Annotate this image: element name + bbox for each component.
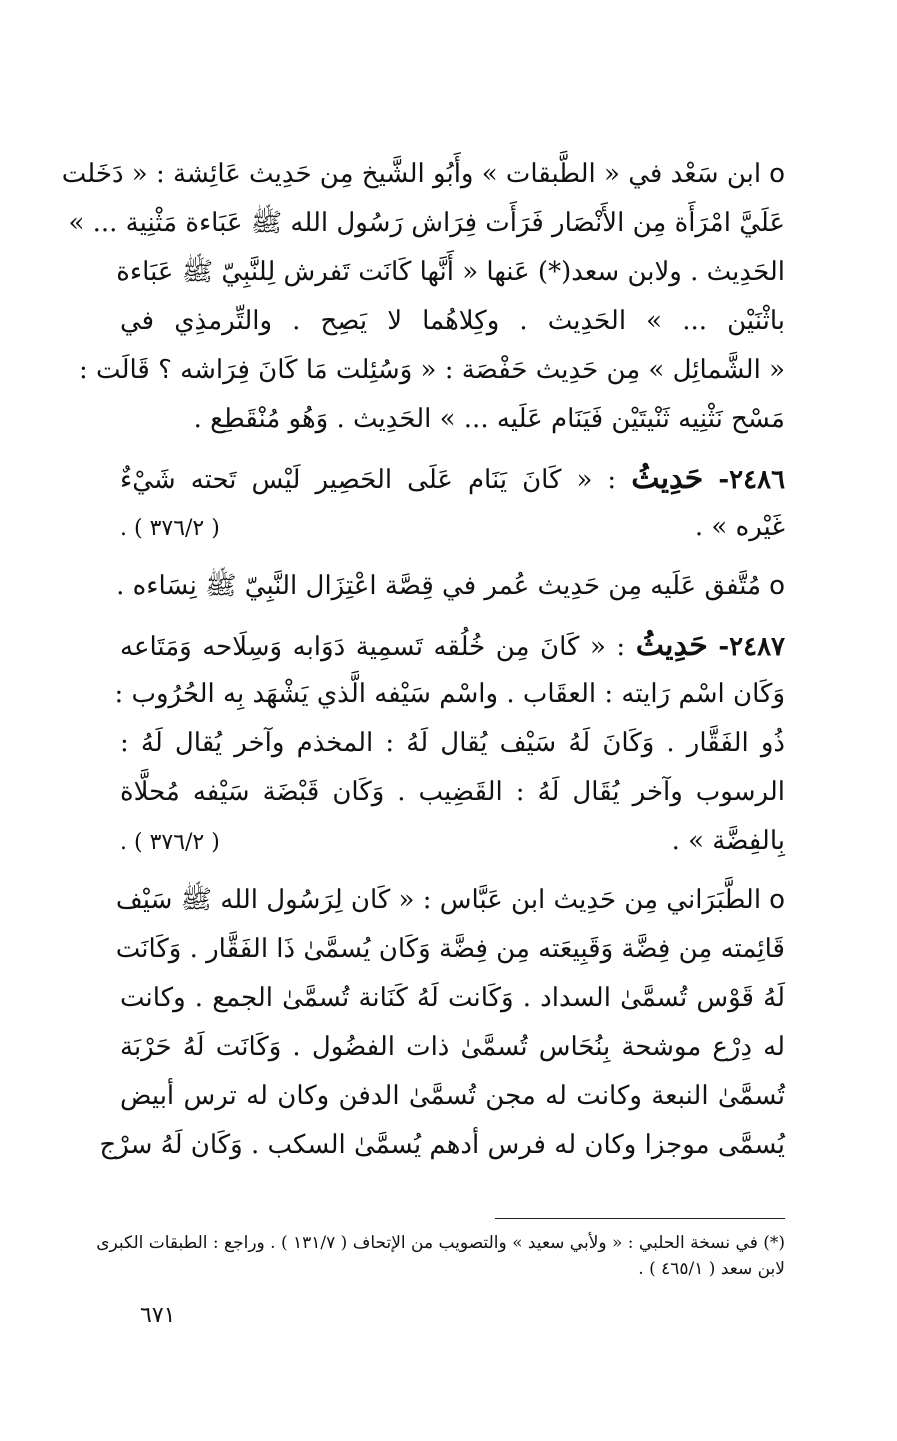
text-line	[116, 562, 785, 611]
hadith-2486	[120, 454, 785, 552]
hadith-word: حَدِيثُ	[631, 461, 704, 496]
hadith-text: : « كَانَ يَنَام عَلَى الحَصِير لَيْس تَحته شَيْءٌ	[120, 465, 617, 495]
hadith-number: ٢٤٨٧-	[718, 632, 786, 662]
bullet-icon: o	[769, 159, 785, 189]
text-line: عَلَيَّ امْرَأَة مِن الأَنْصَار فَرَأَت فِرَاش رَسُول الله ﷺ عَبَاءة مَثْنِية ... »	[68, 208, 785, 238]
text-line	[61, 150, 785, 199]
hadith-text: بِالفِضَّة » .	[671, 826, 785, 856]
bullet-icon: o	[769, 571, 785, 601]
hadith-word: حَدِيثُ	[635, 628, 708, 663]
text-line-content: الطَّبَرَاني مِن حَدِيث ابن عَبَّاس : « كَان لِرَسُول الله ﷺ سَيْف	[115, 885, 762, 915]
hadith-text: غَيْره » .	[694, 512, 785, 542]
bullet-icon: o	[769, 885, 785, 915]
text-line: لَهُ قَوْس تُسمَّىٰ السداد . وَكَانت لَهُ كَنَانة تُسمَّىٰ الجمع . وكانت	[120, 983, 785, 1013]
hadith-last-line	[120, 817, 785, 866]
text-line: الحَدِيث . ولابن سعد(*) عَنها « أَنَّها كَانَت تَفرش لِلنَّبِيّ ﷺ عَبَاءة	[116, 257, 785, 287]
footnote-line: (*) في نسخة الحلبي : « ولأبي سعيد » والتصويب من الإتحاف ( ١٣١/٧ ) . وراجع : الطبقات الكبرى	[96, 1233, 785, 1253]
commentary-block-1	[61, 150, 785, 444]
text-line: مَسْح نَثْنِيه ثَنْيتَيْن فَيَنَام عَلَيه ... » الحَدِيث . وَهُو مُنْقَطِع .	[193, 404, 785, 434]
hadith-reference: ( ٣٧٦/٢ ) .	[120, 516, 220, 541]
page-number: ٦٧١	[140, 1303, 176, 1328]
hadith-number: ٢٤٨٦-	[718, 465, 786, 495]
footnote-line: لابن سعد ( ٤٦٥/١ ) .	[638, 1259, 785, 1279]
hadith-last-line	[120, 503, 785, 552]
footnotes	[96, 1230, 785, 1282]
text-line: له دِرْع موشحة بِنُحَاس تُسمَّىٰ ذات الفضُول . وَكَانَت لَهُ حَرْبَة	[120, 1032, 785, 1062]
text-line: قَائِمته مِن فِضَّة وَقَبِيعَته مِن فِضَّة وَكَان يُسمَّىٰ ذَا الفَقَّار . وَكَانَت	[115, 934, 785, 964]
text-line	[115, 876, 785, 925]
hadith-2487	[114, 621, 786, 866]
text-line: باثْنَيْن ... » الحَدِيث . وكِلاهُما لا يَصِح . والتِّرمذِي في	[120, 306, 785, 336]
commentary-block-3	[99, 876, 785, 1170]
text-line: تُسمَّىٰ النبعة وكانت له مجن تُسمَّىٰ الدفن وكان له ترس أبيض	[120, 1081, 785, 1111]
footnote-divider	[495, 1218, 785, 1219]
text-line: يُسمَّى موجزا وكان له فرس أدهم يُسمَّىٰ السكب . وَكَان لَهُ سرْج	[99, 1130, 785, 1160]
hadith-reference: ( ٣٧٦/٢ ) .	[120, 830, 220, 855]
hadith-text: : « كَانَ مِن خُلُقه تَسمِية دَوَابه وَسِلَاحه وَمَتَاعه	[120, 632, 626, 662]
text-line: ذُو الفَقَّار . وَكَانَ لَهُ سَيْف يُقال لَهُ : المخذم وآخر يُقال لَهُ :	[120, 728, 785, 758]
text-line-content: مُتَّفق عَلَيه مِن حَدِيث عُمر في قِصَّة اعْتِزَال النَّبِيّ ﷺ نِسَاءه .	[116, 571, 762, 601]
text-line: « الشَّمائِل » مِن حَدِيث حَفْصَة : « وَسُئِلت مَا كَانَ فِرَاشه ؟ قَالَت :	[79, 355, 785, 385]
text-line: وَكَان اسْم رَايته : العقَاب . واسْم سَيْفه الَّذي يَشْهَد بِه الحُرُوب :	[114, 679, 785, 709]
text-line: الرسوب وآخر يُقَال لَهُ : القَضِيب . وَكَان قَبْضَة سَيْفه مُحلَّاة	[120, 777, 785, 807]
hadith-heading-line	[120, 454, 785, 503]
page-body	[61, 150, 786, 1180]
hadith-heading-line	[120, 621, 785, 670]
commentary-block-2	[116, 562, 785, 611]
text-line-content: ابن سَعْد في « الطَّبقات » وأَبُو الشَّيخ مِن حَدِيث عَائِشة : « دَخَلت	[61, 159, 762, 189]
